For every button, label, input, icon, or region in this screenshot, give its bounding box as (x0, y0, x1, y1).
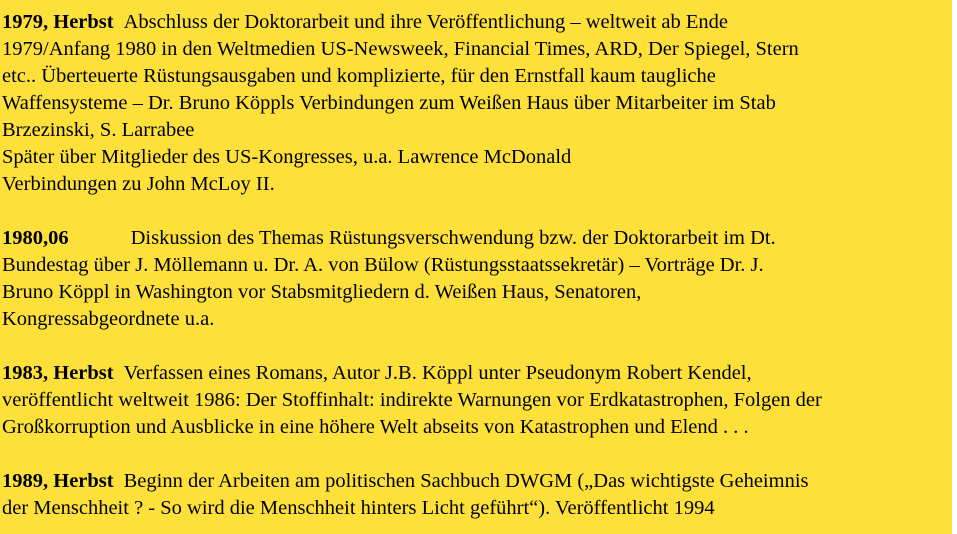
entry-text-line: Beginn der Arbeiten am politischen Sachbuch DWGM („Das wichtigste Geheimnis (123, 470, 809, 492)
entry-date: 1989, Herbst (2, 470, 114, 492)
entry-text-line: etc.. Überteuerte Rüstungsausgaben und komplizierte, für den Ernstfall kaum taugliche (2, 65, 716, 87)
entry-first-line (2, 9, 952, 36)
entry-text-line: Verbindungen zu John McLoy II. (2, 173, 275, 195)
timeline-entry-1979 (2, 9, 952, 198)
entry-text-line: Bundestag über J. Möllemann u. Dr. A. von Bülow (Rüstungsstaatssekretär) – Vorträge Dr. J. (2, 254, 764, 276)
entry-first-line (2, 468, 952, 495)
timeline-text (2, 9, 952, 522)
entry-text-line: Später über Mitglieder des US-Kongresses, u.a. Lawrence McDonald (2, 146, 572, 168)
entry-date: 1979, Herbst (2, 11, 114, 33)
entry-text-line: Brzezinski, S. Larrabee (2, 119, 195, 141)
timeline-entry-1989 (2, 468, 952, 522)
timeline-entry-1980 (2, 225, 952, 333)
entry-first-line (2, 225, 952, 252)
entry-text-line: Bruno Köppl in Washington vor Stabsmitgliedern d. Weißen Haus, Senatoren, (2, 281, 642, 303)
entry-text-line: der Menschheit ? - So wird die Menschheit hinters Licht geführt“). Veröffentlicht 1994 (2, 497, 715, 519)
entry-text-line: Diskussion des Themas Rüstungsverschwendung bzw. der Doktorarbeit im Dt. (130, 227, 776, 249)
entry-text-line: Abschluss der Doktorarbeit und ihre Veröffentlichung – weltweit ab Ende (123, 11, 729, 33)
timeline-entry-1983 (2, 360, 952, 441)
entry-text-line: Großkorruption und Ausblicke in eine höhere Welt abseits von Katastrophen und Elend . . . (2, 416, 749, 438)
entry-text-line: veröffentlicht weltweit 1986: Der Stoffinhalt: indirekte Warnungen vor Erdkatastrophen, Folgen der (2, 389, 822, 411)
entry-text-line: 1979/Anfang 1980 in den Weltmedien US-Newsweek, Financial Times, ARD, Der Spiegel, Stern (2, 38, 799, 60)
entry-text-line: Waffensysteme – Dr. Bruno Köppls Verbindungen zum Weißen Haus über Mitarbeiter im Stab (2, 92, 776, 114)
entry-date: 1980,06 (2, 227, 69, 249)
entry-first-line (2, 360, 952, 387)
entry-date: 1983, Herbst (2, 362, 114, 384)
entry-text-line: Verfassen eines Romans, Autor J.B. Köppl unter Pseudonym Robert Kendel, (123, 362, 752, 384)
entry-text-line: Kongressabgeordnete u.a. (2, 308, 215, 330)
